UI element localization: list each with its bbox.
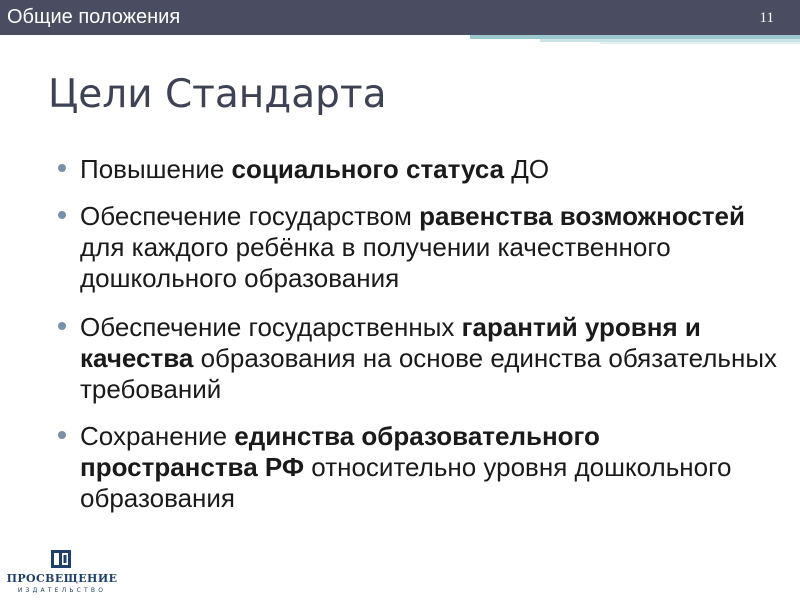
bullet-text: Повышение [80,154,232,184]
slide-title: Цели Стандарта [48,72,387,117]
accent-stripe [600,42,800,44]
bullet-text: относительно уровня дошкольного образования [80,452,732,513]
page-number: 11 [759,10,774,26]
book-emblem-icon [50,548,72,570]
bullet-dot-icon [58,322,66,330]
bullet-dot-icon [58,431,66,439]
bullet-item [80,154,780,185]
bullet-text: ДО [504,154,550,184]
bullet-item [80,201,780,294]
logo-subtitle: ИЗДАТЕЛЬСТВО [17,587,107,594]
bullet-bold-text: социального статуса [231,154,505,184]
bullet-text: Обеспечение государством [80,201,420,231]
bullet-dot-icon [58,211,66,219]
publisher-logo [0,548,125,600]
section-label: Общие положения [7,6,181,28]
bullet-item [80,421,780,514]
bullet-bold-text: гарантий уровня и качества [80,312,701,373]
bullet-item [80,312,780,405]
bullet-text: для каждого ребёнка в получении качественного дошкольного образования [80,232,671,293]
bullet-dot-icon [58,164,66,172]
header-bar [0,0,800,35]
bullet-bold-text: единства образовательного пространства РФ [80,421,600,482]
bullet-bold-text: равенства возможностей [419,201,745,231]
bullet-text: Сохранение [80,421,235,451]
bullet-text: образования на основе единства обязательных требований [80,343,778,404]
logo-name: ПРОСВЕЩЕНИЕ [6,572,118,585]
bullet-text: Обеспечение государственных [80,312,462,342]
